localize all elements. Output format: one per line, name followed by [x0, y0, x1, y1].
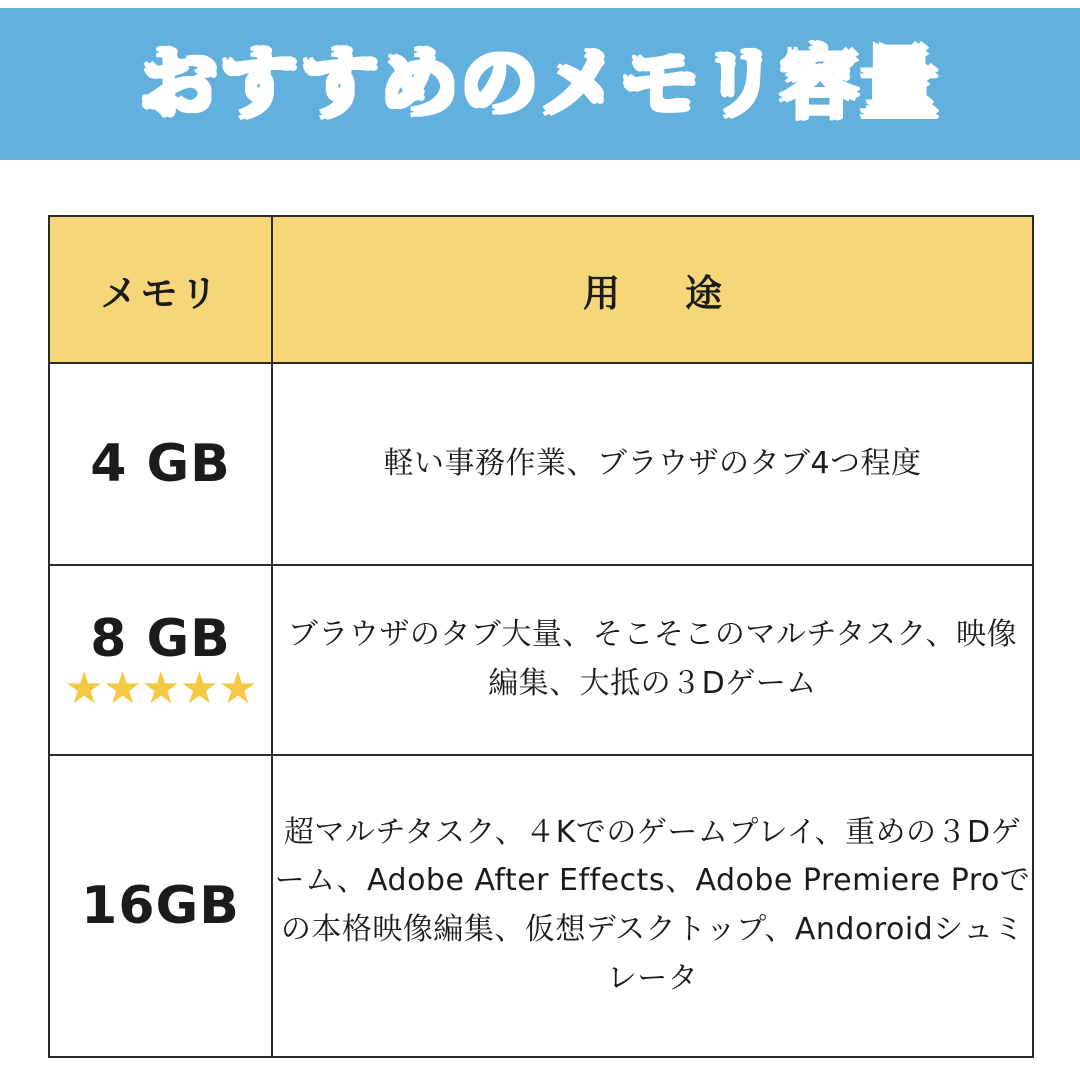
usage-text: 超マルチタスク、４Kでのゲームプレイ、重めの３Dゲーム、Adobe After Effects、Adobe Premiere Proでの本格映像編集、仮想デスクトップ、Andoroidシュミレータ	[274, 814, 1031, 996]
column-header-memory	[49, 216, 272, 363]
table-row	[49, 755, 1033, 1057]
usage-text: ブラウザのタブ大量、そこそこのマルチタスク、映像編集、大抵の３Dゲーム	[287, 617, 1018, 701]
memory-table-wrapper	[48, 215, 1032, 1058]
memory-label: 4 GB	[90, 433, 231, 494]
table-body	[49, 363, 1033, 1057]
table-header-row	[49, 216, 1033, 363]
star-rating: ★★★★★	[64, 663, 257, 713]
memory-label: 16GB	[81, 875, 240, 936]
column-header-memory-label: メモリ	[100, 271, 221, 315]
table-row	[49, 565, 1033, 755]
header-banner	[0, 8, 1080, 160]
memory-cell	[49, 363, 272, 565]
table-row	[49, 363, 1033, 565]
memory-cell	[49, 565, 272, 755]
table-header	[49, 216, 1033, 363]
memory-label: 8 GB	[90, 608, 231, 669]
usage-cell	[272, 755, 1033, 1057]
page-title: おすすめのメモリ容量	[139, 39, 941, 129]
usage-text: 軽い事務作業、ブラウザのタブ4つ程度	[383, 445, 922, 481]
column-header-usage	[272, 216, 1033, 363]
memory-cell	[49, 755, 272, 1057]
memory-table	[48, 215, 1034, 1058]
usage-cell	[272, 565, 1033, 755]
column-header-usage-label: 用 途	[583, 271, 736, 315]
usage-cell	[272, 363, 1033, 565]
